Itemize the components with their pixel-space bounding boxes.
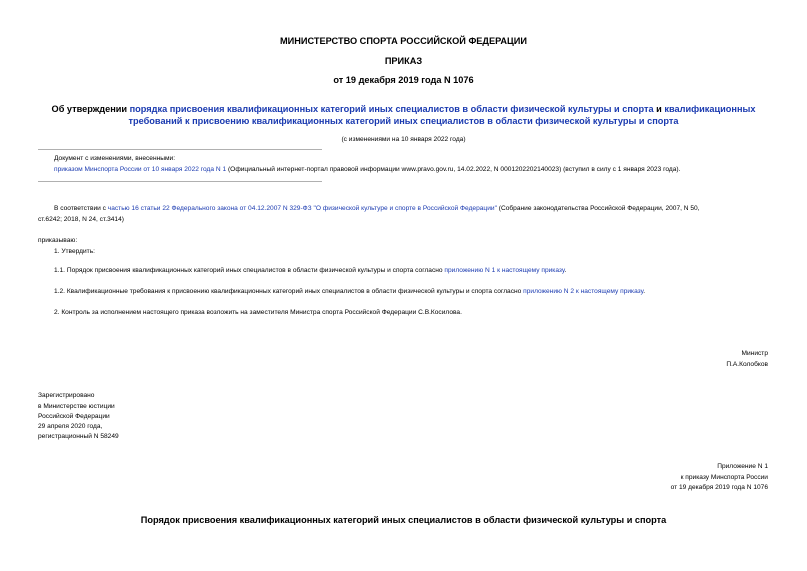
item-1-1-end: . xyxy=(564,267,567,274)
doc-date-heading: от 19 декабря 2019 года N 1076 xyxy=(333,75,474,85)
changes-heading: Документ с изменениями, внесенными: xyxy=(54,155,176,162)
title-middle: и xyxy=(653,104,665,114)
item-2: 2. Контроль за исполнением настоящего приказа возложить на заместителя Министра спорта Российской Федерации С.В.Косилова. xyxy=(54,309,462,316)
appendix-order-ref: к приказу Минспорта России xyxy=(680,474,768,481)
item-1: 1. Утвердить: xyxy=(54,248,95,255)
title-link-procedure[interactable]: порядка присвоения квалификационных категорий иных специалистов в области физической культуры и спорта xyxy=(129,104,654,114)
changes-entry xyxy=(54,166,680,173)
changes-details: (Официальный интернет-портал правовой информации www.pravo.gov.ru, 14.02.2022, N 0001202202140023) (вступил в силу с 1 января 2023 года). xyxy=(226,166,681,173)
preamble-line-1 xyxy=(54,205,700,212)
title-link-requirements-start[interactable]: квалификационных xyxy=(664,104,756,114)
preamble-source: (Собрание законодательства Российской Федерации, 2007, N 50, xyxy=(496,205,700,212)
item-1-1 xyxy=(54,267,566,274)
doc-type-heading: ПРИКАЗ xyxy=(384,56,423,66)
item-1-1-text: 1.1. Порядок присвоения квалификационных категорий иных специалистов в области физической культуры и спорта согласно xyxy=(54,267,445,274)
changes-bottom-rule xyxy=(38,181,322,182)
signature-name: П.А.Колобков xyxy=(726,361,768,368)
item-1-2-text: 1.2. Квалификационные требования к присвоению квалификационных категорий иных специалистов в области физической культуры и спорта согласно xyxy=(54,288,524,295)
title-prefix: Об утверждении xyxy=(51,104,130,114)
registration-line-3: Российской Федерации xyxy=(38,413,110,420)
order-word: приказываю: xyxy=(38,237,78,244)
appendix-order-date: от 19 декабря 2019 года N 1076 xyxy=(670,484,768,491)
signature-position: Министр xyxy=(741,350,768,357)
appendix-1-link[interactable]: приложению N 1 к настоящему приказу xyxy=(444,267,565,274)
registration-line-2: в Министерстве юстиции xyxy=(38,403,115,410)
registration-line-4: 29 апреля 2020 года, xyxy=(38,423,103,430)
preamble-prefix: В соответствии с xyxy=(54,205,108,212)
ministry-heading: МИНИСТЕРСТВО СПОРТА РОССИЙСКОЙ ФЕДЕРАЦИИ xyxy=(280,36,527,46)
registration-line-1: Зарегистрировано xyxy=(38,392,95,399)
appendix-title: Порядок присвоения квалификационных категорий иных специалистов в области физической культуры и спорта xyxy=(140,515,667,525)
item-1-2 xyxy=(54,288,645,295)
title-link-requirements[interactable]: требований к присвоению квалификационных категорий иных специалистов в области физической культуры и спорта xyxy=(128,116,679,126)
appendix-label: Приложение N 1 xyxy=(717,463,768,470)
changes-top-rule xyxy=(38,149,322,150)
amendment-note: (с изменениями на 10 января 2022 года) xyxy=(341,136,466,143)
preamble-line-2: ст.6242; 2018, N 24, ст.3414) xyxy=(38,216,124,223)
changes-order-link[interactable]: приказом Минспорта России от 10 января 2022 года N 1 xyxy=(54,166,227,173)
preamble-law-link[interactable]: частью 16 статьи 22 Федерального закона от 04.12.2007 N 329-ФЗ "О физической культуре и спорте в Российской Федерации" xyxy=(107,205,497,212)
appendix-2-link[interactable]: приложению N 2 к настоящему приказу xyxy=(523,288,644,295)
document-title-line-1 xyxy=(0,104,807,114)
item-1-2-end: . xyxy=(643,288,646,295)
registration-line-5: регистрационный N 58249 xyxy=(38,433,119,440)
